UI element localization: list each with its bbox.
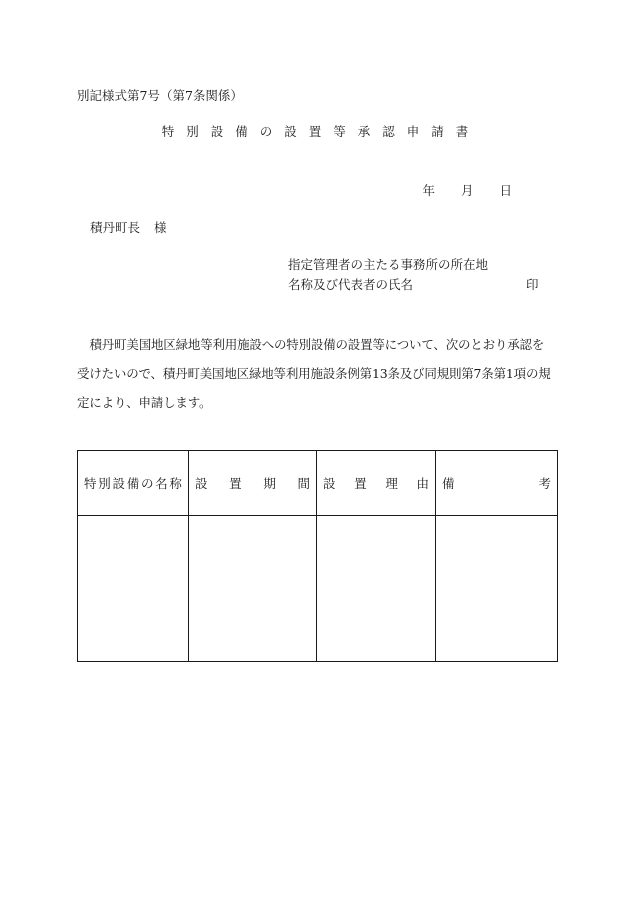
header-char: 名 — [155, 476, 168, 491]
header-char: の — [140, 476, 154, 491]
table-row — [78, 516, 558, 662]
header-char: 考 — [538, 476, 551, 491]
header-char: 称 — [169, 476, 182, 491]
header-char: 特 — [84, 476, 97, 491]
date-month-label: 月 — [460, 183, 500, 198]
header-char: 間 — [297, 476, 310, 491]
header-char: 置 — [354, 476, 367, 491]
table-header-row — [78, 451, 558, 516]
remarks-field[interactable] — [436, 516, 558, 662]
addressee-honorific: 様 — [154, 220, 167, 235]
header-installation-reason — [317, 451, 436, 516]
form-number: 別記様式第7号（第7条関係） — [77, 88, 243, 103]
header-char: 別 — [98, 476, 111, 491]
document-title: 特別設備の設置等承認申請書 — [161, 124, 481, 139]
addressee — [90, 218, 167, 236]
header-char: 備 — [126, 476, 140, 491]
addressee-name: 積丹町長 — [90, 220, 141, 235]
seal-mark: 印 — [526, 277, 539, 292]
date-day-label: 日 — [499, 183, 538, 198]
installation-reason-field[interactable] — [317, 516, 436, 662]
header-char: 置 — [229, 476, 242, 491]
header-installation-period — [189, 451, 317, 516]
header-char: 設 — [112, 476, 125, 491]
header-remarks — [436, 451, 558, 516]
header-equipment-name — [78, 451, 189, 516]
applicant-address-label: 指定管理者の主たる事務所の所在地 — [288, 257, 489, 272]
header-char: 設 — [323, 476, 336, 491]
applicant-name-label: 名称及び代表者の氏名 — [288, 277, 414, 292]
date-line — [422, 181, 538, 199]
application-body-text: 積丹町美国地区緑地等利用施設への特別設備の設置等について、次のとおり承認を受けたいので、積丹町美国地区緑地等利用施設条例第13条及び同規則第7条第1項の規定により、申請します。 — [77, 337, 551, 410]
header-char: 備 — [442, 476, 455, 491]
header-char: 期 — [263, 476, 276, 491]
header-char: 設 — [195, 476, 208, 491]
date-year-label: 年 — [422, 183, 461, 198]
header-char: 由 — [416, 476, 429, 491]
detail-table — [77, 450, 558, 662]
header-char: 理 — [385, 476, 398, 491]
header-cell-text — [78, 451, 188, 515]
header-cell-text — [436, 451, 557, 515]
header-cell-text — [317, 451, 435, 515]
equipment-name-field[interactable] — [78, 516, 189, 662]
installation-period-field[interactable] — [189, 516, 317, 662]
header-cell-text — [189, 451, 316, 515]
